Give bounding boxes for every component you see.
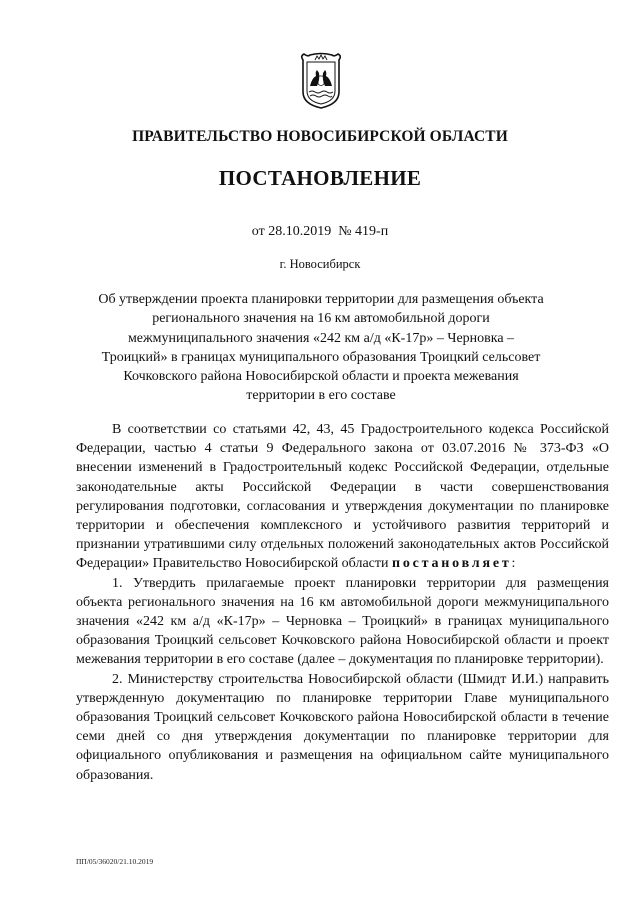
organization-heading: ПРАВИТЕЛЬСТВО НОВОСИБИРСКОЙ ОБЛАСТИ <box>132 128 508 145</box>
date-number-line <box>0 224 640 240</box>
footer-code: ПП/05/36020/21.10.2019 <box>76 857 154 866</box>
coat-of-arms-icon <box>298 52 344 110</box>
document-type-title: ПОСТАНОВЛЕНИЕ <box>218 166 422 190</box>
decree-colon: : <box>511 556 516 572</box>
document-subject: Об утверждении проекта планировки территории для размещения объекта регионального значения на 16 км автомобильной дороги межмуниципального значения «242 км а/д «К-17р» – Черновка – Троицкий» в границах муниципального образования Троицкий сельсовет Кочковского района Новосибирской области и проекта межевания территории в его составе <box>98 292 544 404</box>
document-date: от 28.10.2019 <box>251 224 332 239</box>
document-body <box>76 420 609 785</box>
decree-word: постановляет <box>391 556 512 572</box>
item-1-paragraph: 1. Утвердить прилагаемые проект планировки территории для размещения объекта регионального значения на 16 км автомобильной дороги межмуниципального значения «242 км а/д «К-17р» – Черновка – Троицкий» в границах муниципального образования Троицкий сельсовет Кочковского района Новосибирской области и проект межевания территории в его составе (далее – документация по планировке территории). <box>76 575 609 668</box>
preamble-text: В соответствии со статьями 42, 43, 45 Градостроительного кодекса Российской Федерации, частью 4 статьи 9 Федерального закона от 03.07.2016 № 373-ФЗ «О внесении изменений в Градостроительный кодекс Российской Федерации, отдельные законодательные акты Российской Федерации в части совершенствования регулирования подготовки, согласования и утверждения документации по планировке территории и обеспечения комплексного и устойчивого развития территорий и признании утратившими силу отдельных положений законодательных актов Российской Федерации» Правительство Новосибирской области <box>76 422 609 572</box>
document-number: № 419-п <box>338 224 389 239</box>
item-2-paragraph: 2. Министерству строительства Новосибирской области (Шмидт И.И.) направить утвержденную документацию по планировке территории Главе муниципального образования Троицкий сельсовет Кочковского района Новосибирской области в течение семи дней со дня утверждения документации по планировке территории для официального опубликования и размещения на официальном сайте муниципального образования. <box>76 671 609 783</box>
document-city: г. Новосибирск <box>279 257 361 271</box>
preamble-paragraph <box>76 420 609 574</box>
